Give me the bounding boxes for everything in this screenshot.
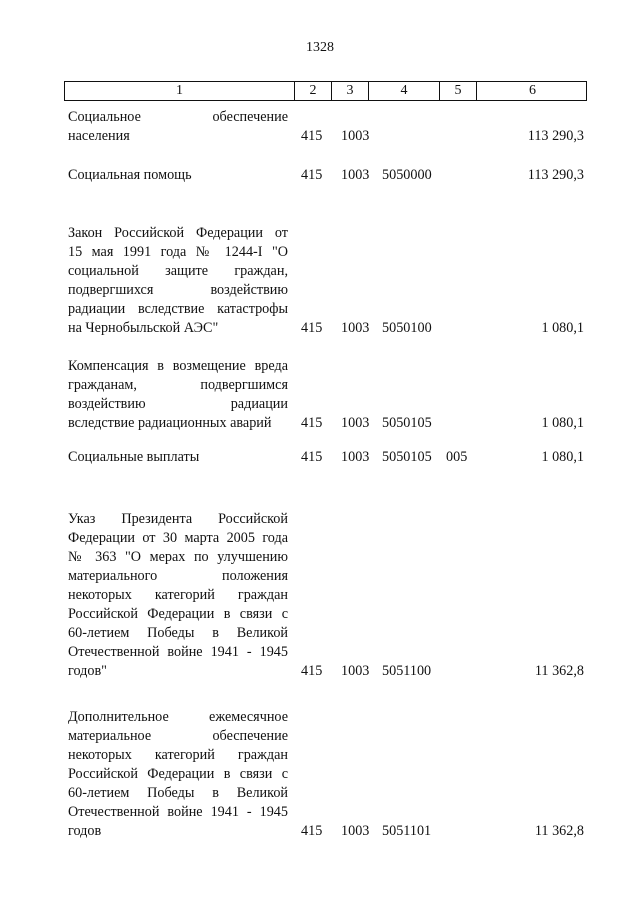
cell-col-3: 1003 bbox=[341, 663, 370, 679]
description-line: годов" bbox=[68, 663, 107, 679]
description-line: некоторых категорий граждан bbox=[68, 747, 288, 763]
description-line: на Чернобыльской АЭС" bbox=[68, 320, 219, 336]
cell-col-6: 11 362,8 bbox=[534, 663, 584, 679]
description-line: материального положения bbox=[68, 568, 288, 584]
header-col-3: 3 bbox=[332, 82, 369, 100]
description-line: Социальные выплаты bbox=[68, 449, 200, 465]
cell-col-3: 1003 bbox=[341, 449, 370, 465]
description-line: гражданам, подвергшимся bbox=[68, 377, 288, 393]
header-col-5: 5 bbox=[440, 82, 477, 100]
cell-col-6: 1 080,1 bbox=[541, 320, 584, 336]
cell-col-4: 5051101 bbox=[382, 823, 432, 839]
page-number: 1328 bbox=[306, 40, 334, 55]
description-line: Российской Федерации в связи с bbox=[68, 606, 288, 622]
cell-col-2: 415 bbox=[301, 823, 323, 839]
cell-col-3: 1003 bbox=[341, 167, 370, 183]
cell-col-3: 1003 bbox=[341, 320, 370, 336]
cell-col-5: 005 bbox=[446, 449, 468, 465]
cell-col-2: 415 bbox=[301, 167, 323, 183]
header-col-2: 2 bbox=[295, 82, 332, 100]
header-col-6: 6 bbox=[529, 83, 536, 98]
description-line: Указ Президента Российской bbox=[68, 511, 288, 527]
cell-col-4: 5050105 bbox=[382, 415, 432, 431]
description-line: 60-летием Победы в Великой bbox=[68, 625, 288, 641]
cell-col-4: 5050105 bbox=[382, 449, 432, 465]
cell-col-6: 1 080,1 bbox=[541, 415, 584, 431]
cell-col-2: 415 bbox=[301, 320, 323, 336]
row-description bbox=[68, 357, 288, 433]
description-line: подвергшихся воздействию bbox=[68, 282, 288, 298]
row-description bbox=[68, 166, 288, 185]
description-line: населения bbox=[68, 128, 130, 144]
description-line: Дополнительное ежемесячное bbox=[68, 709, 288, 725]
description-line: Социальное обеспечение bbox=[68, 109, 288, 125]
cell-col-2: 415 bbox=[301, 663, 323, 679]
table-header bbox=[64, 81, 587, 101]
description-line: некоторых категорий граждан bbox=[68, 587, 288, 603]
cell-col-4: 5050100 bbox=[382, 320, 432, 336]
cell-col-2: 415 bbox=[301, 415, 323, 431]
description-line: Компенсация в возмещение вреда bbox=[68, 358, 288, 374]
description-line: вследствие радиационных аварий bbox=[68, 415, 272, 431]
description-line: социальной защите граждан, bbox=[68, 263, 288, 279]
description-line: Отечественной войне 1941 - 1945 bbox=[68, 644, 288, 660]
description-line: Закон Российской Федерации от bbox=[68, 225, 288, 241]
cell-col-4: 5050000 bbox=[382, 167, 432, 183]
header-col-1: 1 bbox=[65, 82, 295, 100]
cell-col-3: 1003 bbox=[341, 128, 370, 144]
description-line: Отечественной войне 1941 - 1945 bbox=[68, 804, 288, 820]
header-col-4: 4 bbox=[369, 82, 440, 100]
cell-col-4: 5051100 bbox=[382, 663, 432, 679]
cell-col-6: 113 290,3 bbox=[527, 128, 584, 144]
row-description bbox=[68, 510, 288, 681]
description-line: радиации вследствие катастрофы bbox=[68, 301, 288, 317]
row-description bbox=[68, 708, 288, 841]
cell-col-6: 113 290,3 bbox=[527, 167, 584, 183]
description-line: воздействию радиации bbox=[68, 396, 288, 412]
cell-col-2: 415 bbox=[301, 128, 323, 144]
description-line: 15 мая 1991 года № 1244-I "О bbox=[68, 244, 288, 260]
description-line: Социальная помощь bbox=[68, 167, 192, 183]
cell-col-6: 1 080,1 bbox=[541, 449, 584, 465]
description-line: годов bbox=[68, 823, 102, 839]
row-description bbox=[68, 224, 288, 338]
cell-col-6: 11 362,8 bbox=[534, 823, 584, 839]
description-line: материальное обеспечение bbox=[68, 728, 288, 744]
cell-col-3: 1003 bbox=[341, 415, 370, 431]
description-line: № 363 "О мерах по улучшению bbox=[68, 549, 288, 565]
row-description bbox=[68, 448, 288, 467]
description-line: Федерации от 30 марта 2005 года bbox=[68, 530, 288, 546]
description-line: 60-летием Победы в Великой bbox=[68, 785, 288, 801]
description-line: Российской Федерации в связи с bbox=[68, 766, 288, 782]
cell-col-3: 1003 bbox=[341, 823, 370, 839]
row-description bbox=[68, 108, 288, 146]
cell-col-2: 415 bbox=[301, 449, 323, 465]
